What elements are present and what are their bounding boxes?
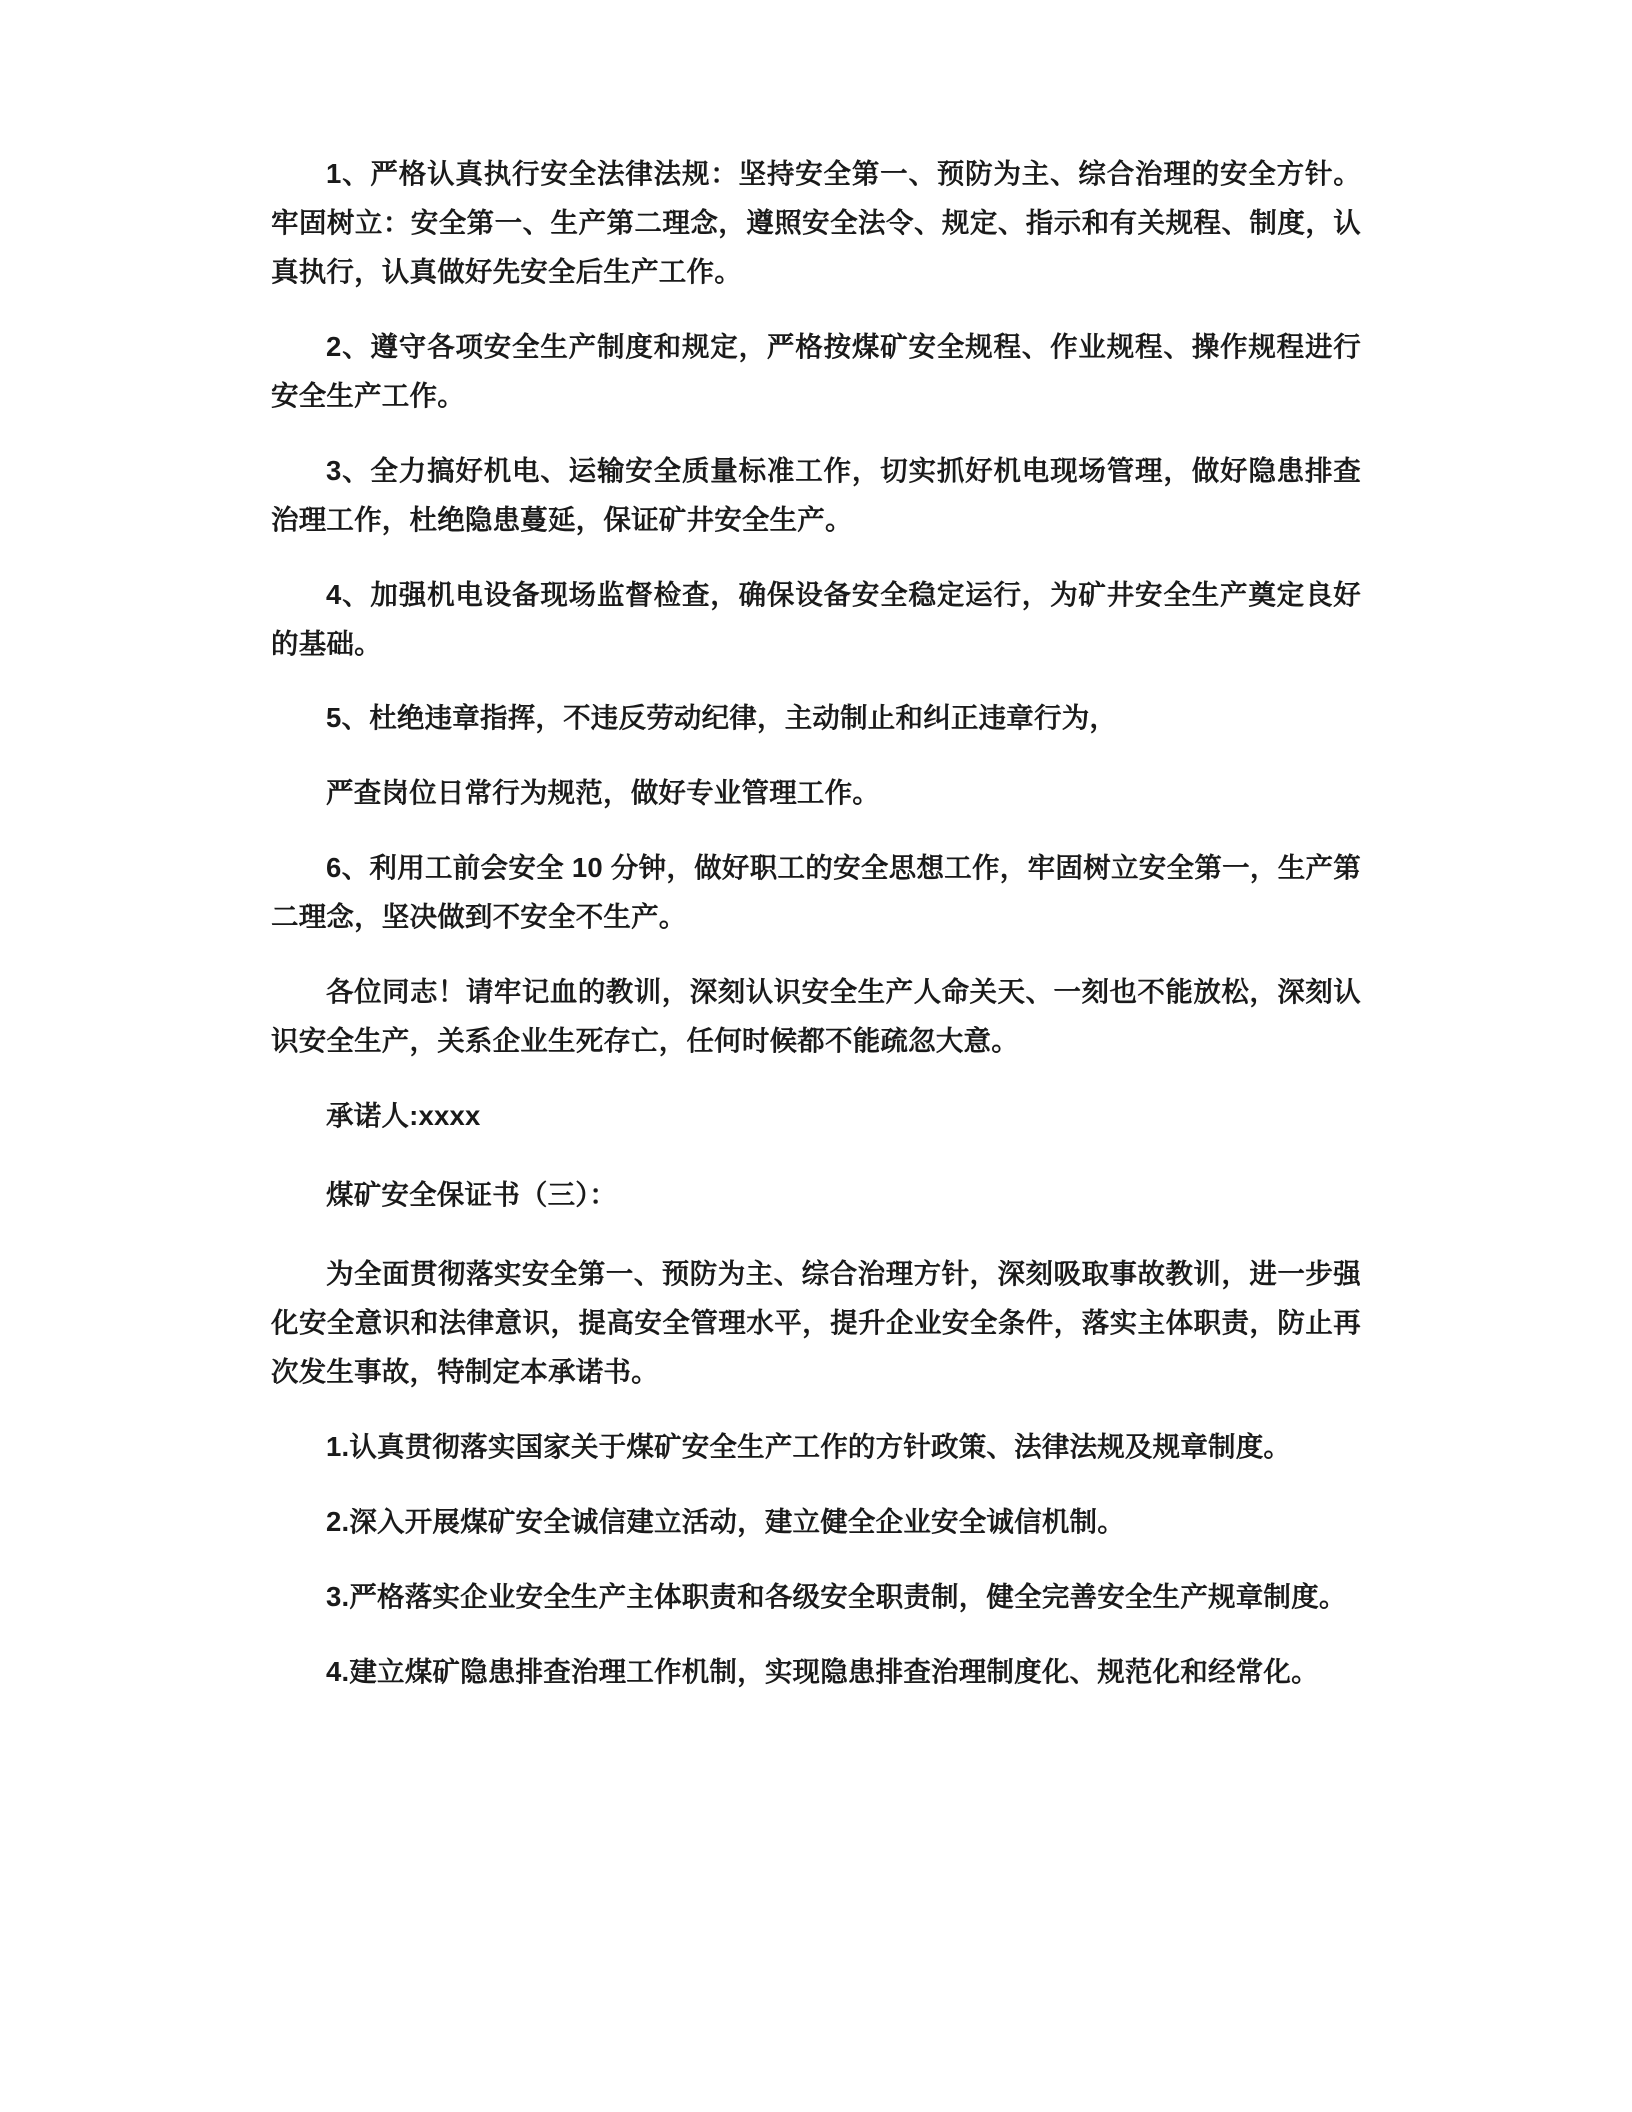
paragraph-pledge-3: 3.严格落实企业安全生产主体职责和各级安全职责制，健全完善安全生产规章制度。: [326, 1580, 1347, 1612]
paragraph-item-3: 3、全力搞好机电、运输安全质量标准工作，切实抓好机电现场管理，做好隐患排查治理工作，杜绝隐患蔓延，保证矿井安全生产。: [271, 454, 1361, 535]
paragraph-item-4: 4、加强机电设备现场监督检查，确保设备安全稳定运行，为矿井安全生产奠定良好的基础。: [271, 578, 1361, 659]
paragraph-pledge-1: 1.认真贯彻落实国家关于煤矿安全生产工作的方针政策、法律法规及规章制度。: [326, 1430, 1292, 1462]
paragraph-preamble: 为全面贯彻落实安全第一、预防为主、综合治理方针，深刻吸取事故教训，进一步强化安全意识和法律意识，提高安全管理水平，提升企业安全条件，落实主体职责，防止再次发生事故，特制定本承诺书。: [271, 1257, 1361, 1387]
paragraph-item-1: 1、严格认真执行安全法律法规：坚持安全第一、预防为主、综合治理的安全方针。牢固树立：安全第一、生产第二理念，遵照安全法令、规定、指示和有关规程、制度，认真执行，认真做好先安全后生产工作。: [271, 158, 1361, 287]
document-body: [271, 150, 1361, 1697]
signature-line: 承诺人:xxxx: [326, 1100, 481, 1132]
paragraph-item-2: 2、遵守各项安全生产制度和规定，严格按煤矿安全规程、作业规程、操作规程进行安全生产工作。: [271, 330, 1361, 411]
paragraph-closing-address: 各位同志！请牢记血的教训，深刻认识安全生产人命关天、一刻也不能放松，深刻认识安全生产，关系企业生死存亡，任何时候都不能疏忽大意。: [271, 976, 1361, 1057]
section-heading-three: 煤矿安全保证书（三）：: [326, 1179, 617, 1210]
paragraph-item-5: 5、杜绝违章指挥，不违反劳动纪律，主动制止和纠正违章行为，: [326, 702, 1118, 734]
paragraph-item-5-continued: 严查岗位日常行为规范，做好专业管理工作。: [326, 777, 880, 809]
paragraph-pledge-4: 4.建立煤矿隐患排查治理工作机制，实现隐患排查治理制度化、规范化和经常化。: [326, 1655, 1319, 1687]
paragraph-pledge-2: 2.深入开展煤矿安全诚信建立活动，建立健全企业安全诚信机制。: [326, 1505, 1125, 1537]
paragraph-item-6: 6、利用工前会安全 10 分钟，做好职工的安全思想工作，牢固树立安全第一，生产第二理念，坚决做到不安全不生产。: [271, 852, 1361, 933]
